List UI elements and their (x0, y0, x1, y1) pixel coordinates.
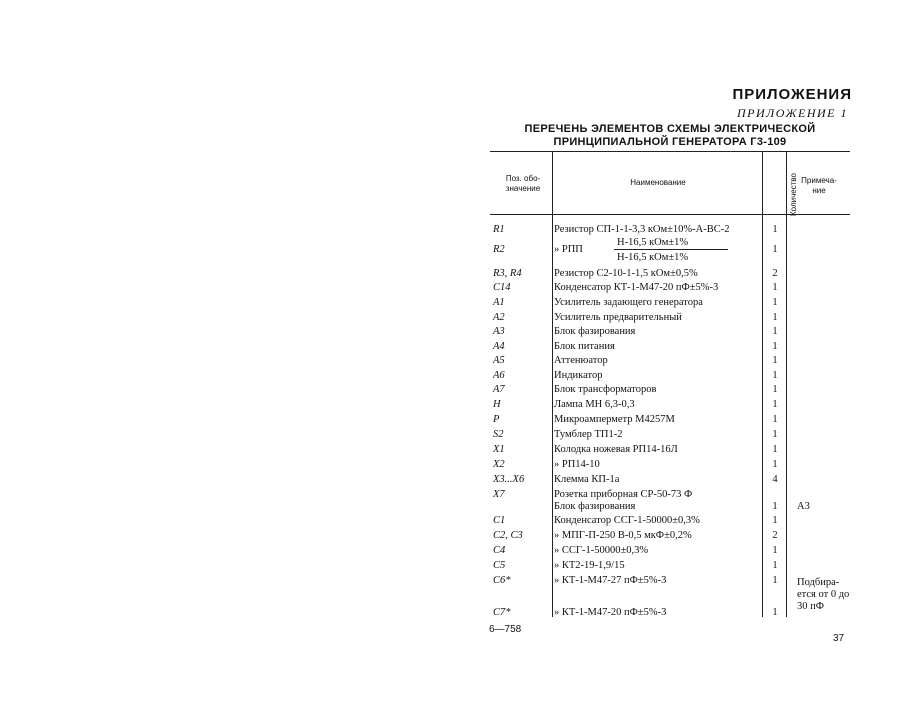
row-quantity: 1 (772, 560, 778, 571)
row-name: Колодка ножевая РП14-16Л (554, 444, 678, 455)
row-position: C6* (493, 575, 511, 586)
table-heading-line2: ПРИНЦИПИАЛЬНОЙ ГЕНЕРАТОРА Г3-109 (553, 136, 787, 148)
row-name: Блок трансформаторов (554, 384, 657, 395)
header-pos-line2: значение (505, 184, 541, 193)
row-position: X1 (493, 444, 505, 455)
row-note: А3 (797, 501, 810, 512)
row-quantity: 2 (772, 530, 778, 541)
fraction-bar (614, 249, 728, 250)
row-name: Усилитель предварительный (554, 312, 682, 323)
row-position: A3 (493, 326, 505, 337)
page-number: 37 (833, 633, 845, 644)
row-name: » КТ2-19-1,9/15 (554, 560, 625, 571)
header-note (790, 176, 848, 196)
row-name: » РПП (554, 244, 583, 255)
row-position: P (493, 414, 500, 425)
signature-mark: 6—758 (489, 624, 522, 635)
row-position: A2 (493, 312, 505, 323)
row-name: Розетка приборная СР-50-73 Ф (554, 489, 693, 500)
row-position: C14 (493, 282, 511, 293)
row-name: » КТ-1-М47-20 пФ±5%-3 (554, 607, 667, 618)
row-name: Клемма КП-1а (554, 474, 620, 485)
row-quantity: 1 (772, 515, 778, 526)
row-note: Подбира- (797, 577, 840, 588)
row-position: A1 (493, 297, 505, 308)
row-quantity: 1 (772, 370, 778, 381)
row-quantity: 1 (772, 355, 778, 366)
row-quantity: 1 (772, 501, 778, 512)
row-position: C2, C3 (493, 530, 523, 541)
row-position: R3, R4 (493, 268, 522, 279)
row-position: A5 (493, 355, 505, 366)
row-name: » КТ-1-М47-27 пФ±5%-3 (554, 575, 667, 586)
row-position: S2 (493, 429, 504, 440)
row-quantity: 1 (772, 459, 778, 470)
row-position: C7* (493, 607, 511, 618)
row-position: C5 (493, 560, 506, 571)
row-name: Блок питания (554, 341, 615, 352)
column-divider-qty (786, 151, 787, 617)
appendix-subtitle: ПРИЛОЖЕНИЕ 1 (737, 106, 848, 120)
row-position: X2 (493, 459, 505, 470)
row-name: Резистор СП-1-1-3,3 кОм±10%-А-ВС-2 (554, 224, 730, 235)
header-note-line2: ние (812, 186, 826, 195)
header-qty: Количество (788, 173, 798, 216)
row-name: Усилитель задающего генератора (554, 297, 703, 308)
row-quantity: 1 (772, 607, 778, 618)
row-quantity: 1 (772, 224, 778, 235)
row-name: Конденсатор КТ-1-М47-20 пФ±5%-3 (554, 282, 719, 293)
row-position: A7 (493, 384, 505, 395)
row-position: C1 (493, 515, 506, 526)
row-name: » ССГ-1-50000±0,3% (554, 545, 649, 556)
row-position: C4 (493, 545, 506, 556)
row-name: Резистор С2-10-1-1,5 кОм±0,5% (554, 268, 698, 279)
row-quantity: 1 (772, 545, 778, 556)
row-name: Конденсатор ССГ-1-50000±0,3% (554, 515, 700, 526)
row-position: X7 (493, 489, 505, 500)
row-position: X3...X6 (493, 474, 525, 485)
row-name: Микроамперметр М4257М (554, 414, 675, 425)
row-note-line2: ется от 0 до (797, 589, 850, 600)
row-quantity: 1 (772, 429, 778, 440)
fraction-top: Н-16,5 кОм±1% (617, 237, 689, 248)
table-heading-line1: ПЕРЕЧЕНЬ ЭЛЕМЕНТОВ СХЕМЫ ЭЛЕКТРИЧЕСКОЙ (524, 123, 816, 135)
row-name: » РП14-10 (554, 459, 600, 470)
row-name: Индикатор (554, 370, 603, 381)
fraction-bottom: Н-16,5 кОм±1% (617, 252, 689, 263)
row-note-line3: 30 пФ (797, 601, 825, 612)
row-quantity: 1 (772, 414, 778, 425)
column-divider-name (762, 151, 763, 617)
appendix-title: ПРИЛОЖЕНИЯ (732, 86, 852, 103)
row-position: R2 (493, 244, 505, 255)
row-position: H (493, 399, 501, 410)
row-quantity: 1 (772, 244, 778, 255)
row-name-line2: Блок фазирования (554, 501, 636, 512)
row-quantity: 4 (772, 474, 778, 485)
column-divider-pos (552, 151, 553, 617)
row-quantity: 1 (772, 282, 778, 293)
row-quantity: 1 (772, 326, 778, 337)
row-quantity: 1 (772, 341, 778, 352)
row-position: A6 (493, 370, 505, 381)
header-pos (496, 174, 550, 194)
row-quantity: 2 (772, 268, 778, 279)
header-note-line1: Примеча- (801, 176, 837, 185)
row-quantity: 1 (772, 297, 778, 308)
row-name: Лампа МН 6,3-0,3 (554, 399, 635, 410)
row-quantity: 1 (772, 399, 778, 410)
row-quantity: 1 (772, 384, 778, 395)
row-quantity: 1 (772, 312, 778, 323)
row-name: Аттенюатор (554, 355, 608, 366)
row-name: Блок фазирования (554, 326, 636, 337)
row-quantity: 1 (772, 444, 778, 455)
row-position: A4 (493, 341, 505, 352)
header-name: Наименование (630, 178, 686, 187)
row-quantity: 1 (772, 575, 778, 586)
header-pos-line1: Поз. обо- (505, 174, 541, 183)
row-name: » МПГ-П-250 В-0,5 мкФ±0,2% (554, 530, 692, 541)
row-position: R1 (493, 224, 505, 235)
row-name: Тумблер ТП1-2 (554, 429, 623, 440)
table-top-rule (490, 151, 850, 152)
